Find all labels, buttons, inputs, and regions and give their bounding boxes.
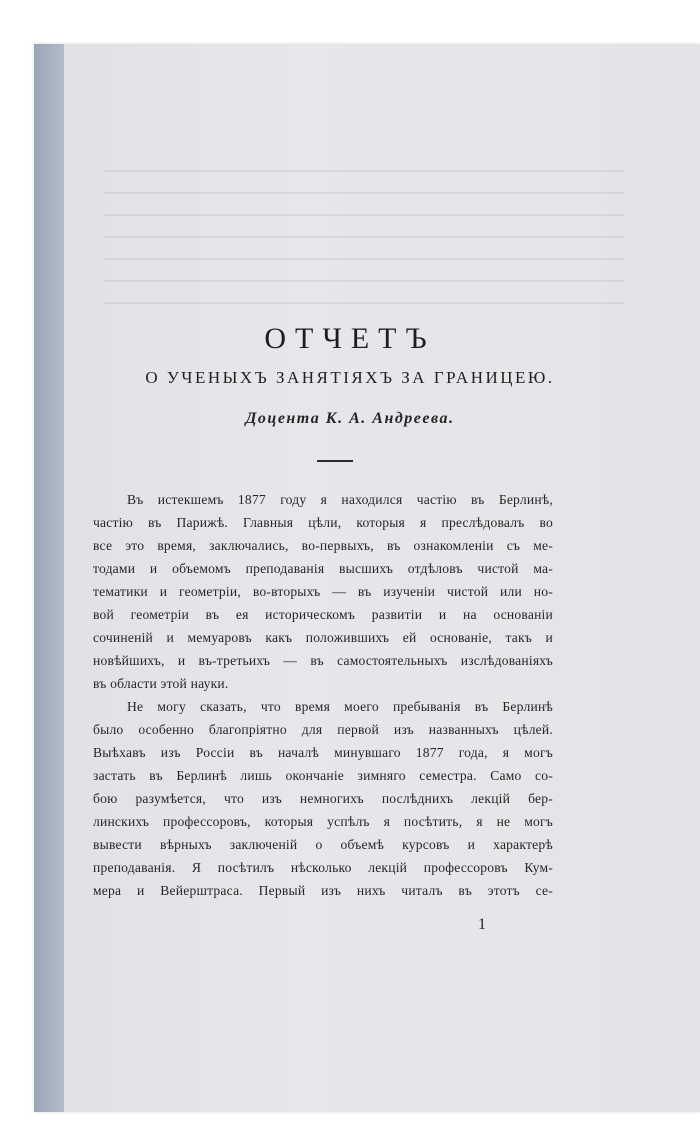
body-line: было особенно благопріятно для первой изъ названныхъ цѣлей. xyxy=(93,722,553,737)
page-number: 1 xyxy=(478,916,486,933)
body-line: тематики и геометріи, во-вторыхъ — въ изученіи чистой или но- xyxy=(93,584,553,599)
body-line: Не могу сказать, что время моего пребыванія въ Берлинѣ xyxy=(127,699,553,714)
body-text xyxy=(93,488,553,902)
body-line: вывести вѣрныхъ заключеній о объемѣ курсовъ и характерѣ xyxy=(93,837,553,852)
author-line: Доцента К. А. Андреева. xyxy=(245,410,455,427)
binding-spine xyxy=(34,44,64,1112)
body-line: застать въ Берлинѣ лишь окончаніе зимняго семестра. Само со- xyxy=(93,768,553,783)
body-line: линскихъ профессоровъ, которыя успѣлъ я посѣтить, я не могъ xyxy=(93,814,553,829)
separator-rule xyxy=(317,460,353,462)
body-line: тодами и объемомъ преподаванія высшихъ отдѣловъ чистой ма- xyxy=(93,561,553,576)
body-line: Выѣхавъ изъ Россіи въ началѣ минувшаго 1877 года, я могъ xyxy=(93,745,553,760)
body-line: сочиненій и мемуаровъ какъ положившихъ ей основаніе, такъ и xyxy=(93,630,553,645)
body-line: въ области этой науки. xyxy=(93,676,229,691)
body-line: Въ истекшемъ 1877 году я находился частію въ Берлинѣ, xyxy=(127,492,553,507)
body-line: частію въ Парижѣ. Главныя цѣли, которыя я преслѣдовалъ во xyxy=(93,515,553,530)
document-title: ОТЧЕТЪ xyxy=(264,322,436,355)
bleed-through-texture xyxy=(104,154,624,314)
body-line: мера и Вейерштраса. Первый изъ нихъ читалъ въ этотъ се- xyxy=(93,883,553,898)
body-line: бою разумѣется, что изъ немногихъ послѣднихъ лекцій бер- xyxy=(93,791,553,806)
body-line: вой геометріи въ ея историческомъ развитіи и на основаніи xyxy=(93,607,553,622)
body-line: новѣйшихъ, и въ-третьихъ — въ самостоятельныхъ изслѣдованіяхъ xyxy=(93,653,553,668)
body-line: преподаванія. Я посѣтилъ нѣсколько лекцій профессоровъ Кум- xyxy=(93,860,553,875)
body-line: все это время, заключались, во-первыхъ, въ ознакомленіи съ ме- xyxy=(93,538,553,553)
document-subtitle: О УЧЕНЫХЪ ЗАНЯТІЯХЪ ЗА ГРАНИЦЕЮ. xyxy=(145,368,555,387)
